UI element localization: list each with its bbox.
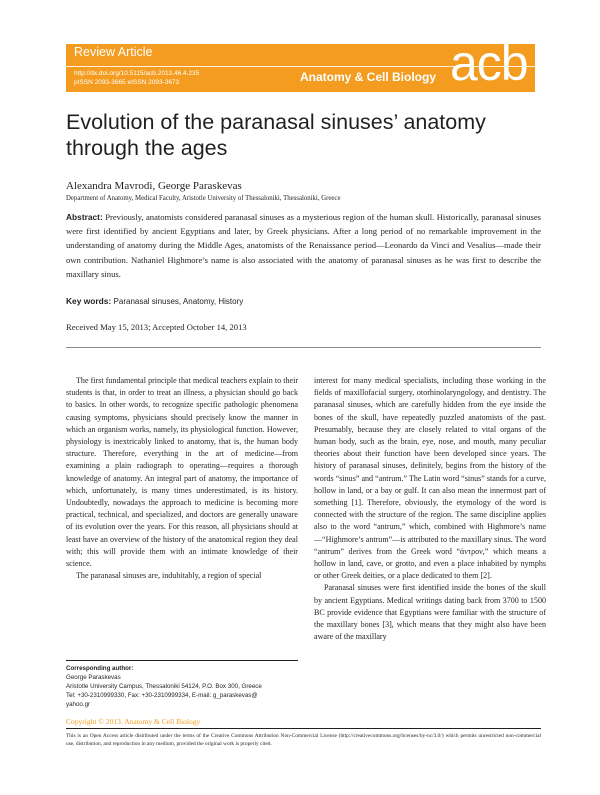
keywords-text: Paranasal sinuses, Anatomy, History: [113, 297, 244, 306]
correspondence-block: [66, 664, 301, 709]
correspondence-divider: [66, 660, 298, 661]
journal-logo: acb: [450, 35, 528, 91]
body-column-right: [314, 375, 546, 643]
author-affiliation: Department of Anatomy, Medical Faculty, Aristotle University of Thessaloniki, Thessaloniki, Greece: [66, 195, 341, 202]
correspondence-label: Corresponding author:: [66, 665, 134, 672]
article-title: Evolution of the paranasal sinuses’ anatomy through the ages: [66, 110, 486, 160]
doi-link[interactable]: http://dx.doi.org/10.5115/acb.2013.46.4.235: [74, 70, 200, 77]
body-column-left: [66, 375, 298, 582]
correspondence-name: George Paraskevas: [66, 674, 121, 682]
received-dates: Received May 15, 2013; Accepted October 14, 2013: [66, 322, 247, 332]
body-paragraph: Paranasal sinuses were first identified inside the bones of the skull by ancient Egyptians. Medical writings dating back from 3700 to 1500 BC provide evidence that Egyptians were familiar with the structure of the maxillary bones [3], which means that they might also have been aware of the maxillary: [314, 583, 546, 642]
keywords: [66, 296, 243, 306]
body-paragraph: The paranasal sinuses are, indubitably, a region of special: [76, 571, 262, 581]
body-paragraph: interest for many medical specialists, including those working in the fields of maxillofacial surgery, otorhinolaryngology, and dentistry. The paranasal sinuses, which are carefully hidden from the eye inside the bones of the skull, have repeatedly puzzled anatomists of the past. Presumably, because they are closely related to vital organs of the human body, such as the brain, eye, nose, and mouth, many peculiar theories about their function have been developed since years. The history of paranasal sinuses, definitely, begins from the history of the words “sinus” and “antrum.” The Latin word “sinus” stands for a curve, hollow in land, or a bay or gulf. It can also mean the innermost part of something [1]. Therefore, obviously, the etymology of the word is connected with the structure of the region. The same discipline applies also to the word “antrum,” which, combined with Highmore’s name—“Highmore’s antrum”—is attributed to the maxillary sinus. The word “antrum” derives from the Greek word “άντρον,” which means a hollow in land, cave, or grotto, and even a place inhabited by nymphs or other Greek deities, or a place dedicated to them [2].: [314, 376, 546, 581]
keywords-label: Key words:: [66, 296, 112, 306]
article-type-label: Review Article: [74, 45, 153, 59]
issn-text: pISSN 2093-3665 eISSN 2093-3673: [74, 79, 180, 86]
body-paragraph: The first fundamental principle that medical teachers explain to their students is that, in order to treat an illness, a physician should go back to basics. In other words, to recognize specific pathologic phenomena causing symptoms, physicians should precisely know the manner in which an organism works, namely, its physiological function. However, physiology is inextricably linked to anatomy, that is, the human body structure. Therefore, everything in the art of medicine—from examining a plain radiograph to operating—requires a thorough knowledge of anatomy. An integral part of anatomy, the importance of which, unfortunately, is many times underestimated, is its history. Undoubtedly, nowadays the approach to medicine is becoming more practical, technical, and specialized, and doctors are generally unaware of its evolution over the years. For this reason, all physicians should at least have an overview of the history of the anatomical region they deal with; this will provide them with an intimate knowledge of their science.: [66, 376, 298, 569]
article-authors: Alexandra Mavrodi, George Paraskevas: [66, 180, 242, 192]
license-notice: This is an Open Access article distributed under the terms of the Creative Commons Attribution Non-Commercial License (http://creativecommons.org/licenses/by-nc/3.0/) which permits unrestricted non-commercial use, distribution, and reproduction in any medium, provided the original work is properly cited.: [66, 733, 541, 747]
journal-name: Anatomy & Cell Biology: [300, 70, 437, 84]
abstract-text: Previously, anatomists considered paranasal sinuses as a mysterious region of the human skull. Historically, paranasal sinuses were first identified by ancient Egyptians and later, by Greek physicians. After a long period of no remarkable improvement in the understanding of anatomy during the Middle Ages, anatomists of the Renaissance period—Leonardo da Vinci and Vesalius—made their own contribution. Nathaniel Highmore’s name is also associated with the anatomy of paranasal sinuses as he was first to describe the maxillary sinus.: [66, 212, 541, 279]
correspondence-email-domain: yahoo.gr: [66, 701, 91, 709]
copyright-notice: Copyright © 2013. Anatomy & Cell Biology: [66, 717, 201, 726]
correspondence-contact: Tel: +30-2310999330, Fax: +30-2310999334, E-mail: g_paraskevas@: [66, 692, 258, 700]
abstract: [66, 210, 541, 281]
section-divider: [66, 347, 541, 348]
abstract-label: Abstract:: [66, 212, 103, 222]
correspondence-address: Aristotle University Campus, Thessaloniki 54124, P.O. Box 300, Greece: [66, 683, 262, 691]
footer-divider: [66, 728, 541, 729]
